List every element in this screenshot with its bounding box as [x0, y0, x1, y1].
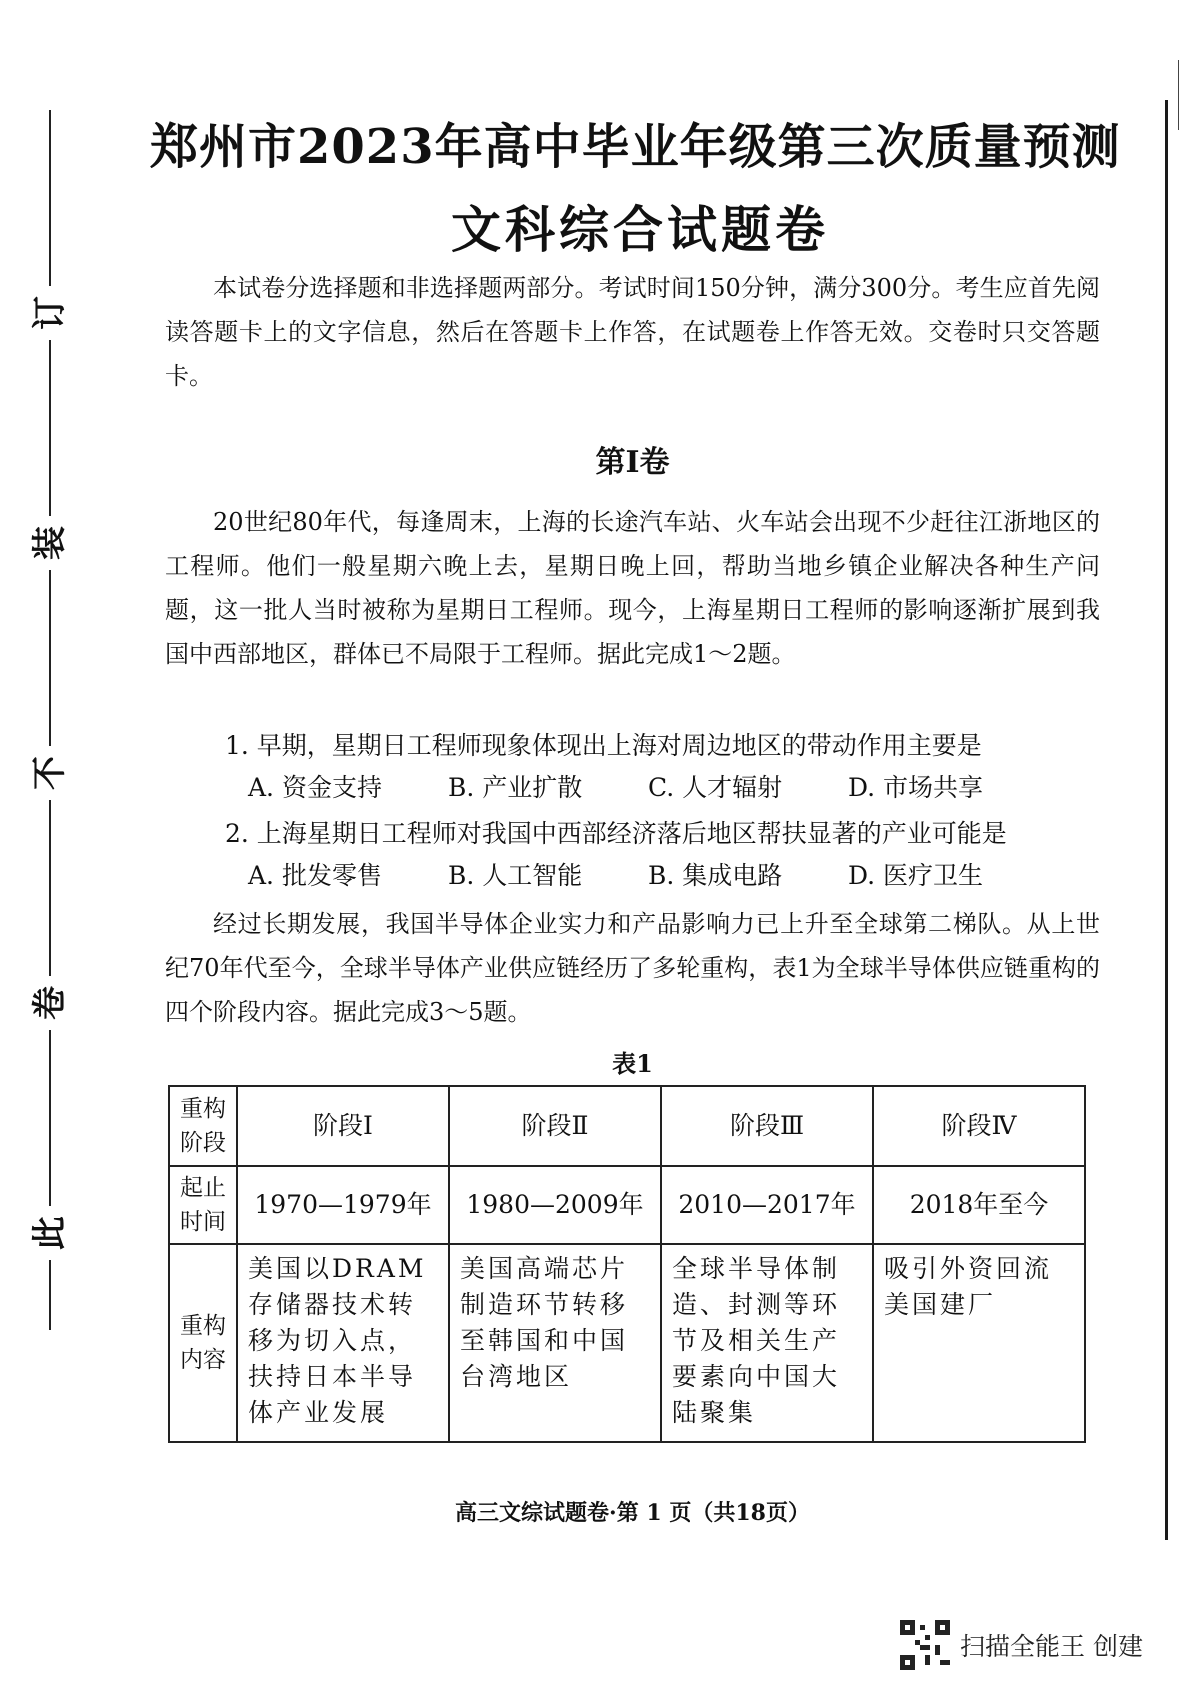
scan-watermark-text: 扫描全能王 创建 — [960, 1632, 1143, 1661]
binding-char: 卷 — [30, 985, 70, 1020]
table-cell: 2010—2017年 — [661, 1166, 873, 1244]
table-cell: 美国高端芯片制造环节转移至韩国和中国台湾地区 — [449, 1244, 661, 1442]
option: B. 产业扩散 — [448, 773, 583, 802]
table-cell: 1970—1979年 — [237, 1166, 449, 1244]
binding-line — [49, 110, 51, 286]
binding-char: 此 — [30, 1215, 70, 1250]
table-row — [169, 1166, 1085, 1244]
right-margin-mark — [1178, 60, 1179, 130]
binding-char: 订 — [30, 295, 70, 330]
supply-chain-table — [168, 1085, 1086, 1443]
row-header: 起止时间 — [169, 1166, 237, 1244]
row-header: 重构内容 — [169, 1244, 237, 1442]
page-footer: 高三文综试题卷·第 1 页（共18页） — [455, 1500, 810, 1526]
binding-line — [49, 340, 51, 516]
table-cell: 阶段Ⅲ — [661, 1086, 873, 1166]
option: B. 集成电路 — [648, 861, 783, 890]
binding-line — [49, 570, 51, 746]
row-header: 重构阶段 — [169, 1086, 237, 1166]
question-2-stem: 2. 上海星期日工程师对我国中西部经济落后地区帮扶显著的产业可能是 — [225, 819, 1007, 848]
table-cell: 吸引外资回流美国建厂 — [873, 1244, 1085, 1442]
binding-char: 装 — [30, 525, 70, 560]
table-row — [169, 1244, 1085, 1442]
instructions: 本试卷分选择题和非选择题两部分。考试时间150分钟，满分300分。考生应首先阅读答题卡上的文字信息，然后在答题卡上作答，在试题卷上作答无效。交卷时只交答题卡。 — [165, 274, 1100, 390]
binding-line — [49, 800, 51, 976]
option: D. 市场共享 — [848, 773, 984, 802]
exam-title: 郑州市2023年高中毕业年级第三次质量预测 — [150, 119, 1121, 175]
table-cell: 阶段Ⅰ — [237, 1086, 449, 1166]
option: C. 人才辐射 — [648, 773, 783, 802]
option: A. 批发零售 — [248, 861, 382, 890]
qr-code-icon — [900, 1620, 950, 1670]
question-1-stem: 1. 早期，星期日工程师现象体现出上海对周边地区的带动作用主要是 — [225, 731, 982, 760]
option: B. 人工智能 — [448, 861, 583, 890]
option: A. 资金支持 — [248, 773, 382, 802]
table-cell: 阶段Ⅳ — [873, 1086, 1085, 1166]
table-cell: 2018年至今 — [873, 1166, 1085, 1244]
table-caption: 表1 — [612, 1049, 653, 1078]
table-cell: 全球半导体制造、封测等环节及相关生产要素向中国大陆聚集 — [661, 1244, 873, 1442]
section-title: 第Ⅰ卷 — [595, 445, 670, 480]
table-row — [169, 1086, 1085, 1166]
binding-strip — [18, 110, 82, 1330]
table-cell: 1980—2009年 — [449, 1166, 661, 1244]
binding-char: 不 — [30, 755, 70, 790]
table-cell: 美国以DRAM存储器技术转移为切入点，扶持日本半导体产业发展 — [237, 1244, 449, 1442]
binding-line — [49, 1260, 51, 1330]
right-margin-line — [1165, 100, 1168, 1540]
option: D. 医疗卫生 — [848, 861, 984, 890]
table-cell: 阶段Ⅱ — [449, 1086, 661, 1166]
binding-line — [49, 1030, 51, 1206]
passage-1: 20世纪80年代，每逢周末，上海的长途汽车站、火车站会出现不少赶往江浙地区的工程师。他们一般星期六晚上去，星期日晚上回，帮助当地乡镇企业解决各种生产问题，这一批人当时被称为星期日工程师。现今，上海星期日工程师的影响逐渐扩展到我国中西部地区，群体已不局限于工程师。据此完成1～2题。 — [165, 508, 1100, 668]
question-2-options — [248, 856, 983, 896]
passage-2: 经过长期发展，我国半导体企业实力和产品影响力已上升至全球第二梯队。从上世纪70年代至今，全球半导体产业供应链经历了多轮重构，表1为全球半导体供应链重构的四个阶段内容。据此完成3～5题。 — [165, 910, 1100, 1026]
scan-watermark — [900, 1620, 1143, 1670]
question-1-options — [248, 768, 983, 808]
exam-subtitle: 文科综合试题卷 — [451, 200, 829, 259]
